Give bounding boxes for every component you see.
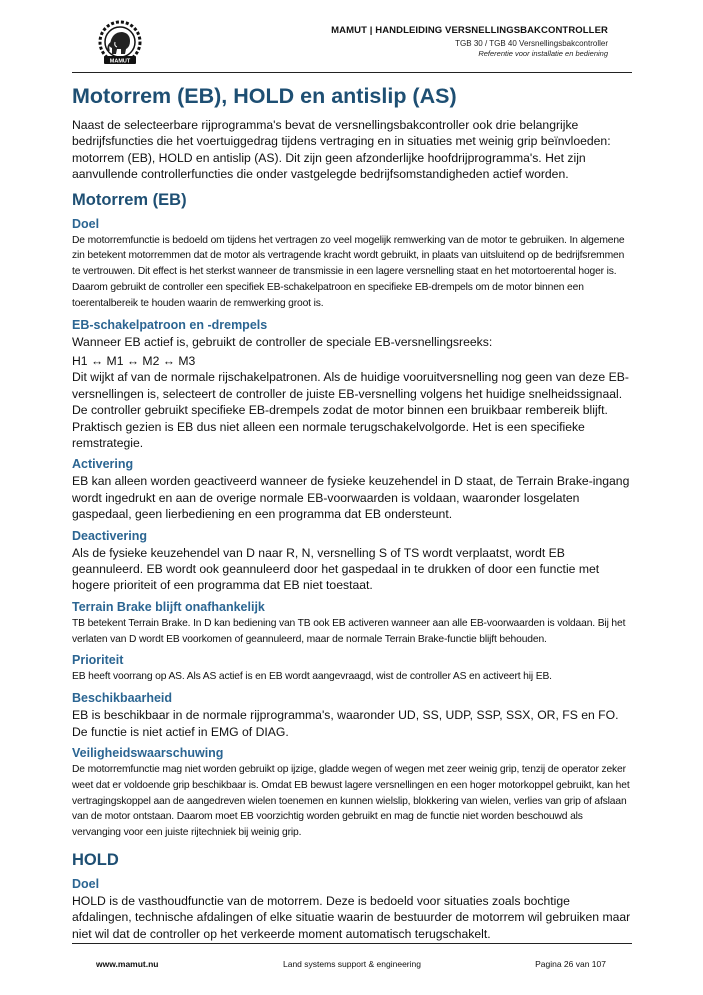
section-heading-hold: HOLD <box>72 851 119 870</box>
header-title: MAMUT | HANDLEIDING VERSNELLINGSBAKCONTROLLER <box>331 25 608 36</box>
eb-gear-sequence: H1 ↔ M1 ↔ M2 ↔ M3 <box>72 354 196 369</box>
header-divider <box>72 72 632 73</box>
eb-schakel-text-2: Dit wijkt af van de normale rijschakelpatronen. Als de huidige vooruitversnelling nog geen van deze EB-versnellingen is, selecteert de controller de juiste EB-versnelling volgens het huidige snelheidssignaal. De controller gebruikt specifieke EB-drempels zodat de motor binnen een bruikbaar rembereik blijft. Praktisch gezien is EB dus niet alleen een normale terugschakelvolgorde. Het is een specifieke remstrategie. <box>72 370 629 451</box>
footer-tagline: Land systems support & engineering <box>283 959 421 969</box>
page-header <box>72 14 632 72</box>
page-content <box>72 82 632 942</box>
mamut-logo-icon <box>94 18 146 68</box>
subheading-eb-activering: Activering <box>72 457 134 472</box>
subheading-eb-deactivering: Deactivering <box>72 528 148 543</box>
eb-deactivering-text: Als de fysieke keuzehendel van D naar R, N, versnelling S of TS wordt verplaatst, wordt EB geannuleerd. EB wordt ook geannuleerd door het gaspedaal in te drukken of door een functie met hogere prioriteit of een programma dat EB niet toestaat. <box>72 545 600 593</box>
eb-schakel-text-1: Wanneer EB actief is, gebruikt de controller de speciale EB-versnellingsreeks: <box>72 334 493 349</box>
intro-paragraph: Naast de selecteerbare rijprogramma's bevat de versnellingsbakcontroller ook drie belangrijke bedrijfsfuncties die het voertuiggedrag tijdens vertraging en in situaties met weinig grip beïnvloeden: motorrem (EB), HOLD en antislip (AS). Dit zijn geen afzonderlijke hoofdrijprogramma's. Het zijn aanvullende controllerfuncties die onder vastgelegde bedrijfsomstandigheden actief worden. <box>72 118 611 182</box>
header-subtitle: TGB 30 / TGB 40 Versnellingsbakcontroller <box>455 39 608 48</box>
section-heading-eb: Motorrem (EB) <box>72 190 187 209</box>
eb-activering-text: EB kan alleen worden geactiveerd wanneer de fysieke keuzehendel in D staat, de Terrain Brake-ingang wordt ingedrukt en aan de overige normale EB-voorwaarden is voldaan, waaronder losgelaten gaspedaal, geen lierbediening en een programma dat EB ondersteunt. <box>72 474 630 522</box>
subheading-eb-schakelpatroon: EB-schakelpatroon en -drempels <box>72 317 268 332</box>
beschikbaarheid-text: EB is beschikbaar in de normale rijprogramma's, waaronder UD, SS, UDP, SSP, SSX, OR, FS en FO. De functie is niet actief in EMG of DIAG. <box>72 708 619 739</box>
svg-text:MAMUT: MAMUT <box>109 58 131 65</box>
subheading-eb-doel: Doel <box>72 216 100 231</box>
hold-doel-text: HOLD is de vasthoudfunctie van de motorrem. Deze is bedoeld voor situaties zoals bochtige afdalingen, technische afdalingen of elke situatie waarin de bestuurder de motorrem wil gebruiken maar niet wil dat de controller op het verkeerde moment automatisch terugschakelt. <box>72 894 631 941</box>
subheading-hold-doel: Doel <box>72 877 100 892</box>
veiligheidswaarschuwing-text: De motorremfunctie mag niet worden gebruikt op ijzige, gladde wegen of wegen met zeer weinig grip, tenzij de operator zeker weet dat er voldoende grip beschikbaar is. Omdat EB bewust lagere versnellingen en een hoger motorkoppel gebruikt, kan het vertragingskoppel aan de aangedreven wielen toenemen en kunnen wielslip, blokkering van wielen, verlies van grip of afslaan van de motor ontstaan. Daarom moet EB voorzichtig worden gebruikt en mag de functie niet worden beschouwd als vervanging voor een juiste rijtechniek bij weinig grip. <box>72 764 630 839</box>
footer-divider <box>72 943 632 944</box>
prioriteit-text: EB heeft voorrang op AS. Als AS actief is en EB wordt aangevraagd, wist de controller AS en activeert hij EB. <box>72 671 552 683</box>
footer-website-link[interactable]: www.mamut.nu <box>96 959 159 969</box>
footer-page-number: Pagina 26 van 107 <box>535 959 606 969</box>
subheading-beschikbaarheid: Beschikbaarheid <box>72 691 173 706</box>
terrain-brake-text: TB betekent Terrain Brake. In D kan bediening van TB ook EB activeren wanneer aan alle EB-voorwaarden is voldaan. Bij het verlaten van D wordt EB voorkomen of geannuleerd, maar de normale Terrain Brake-functie blijft behouden. <box>72 617 626 645</box>
subheading-terrain-brake: Terrain Brake blijft onafhankelijk <box>72 599 265 614</box>
subheading-prioriteit: Prioriteit <box>72 653 124 668</box>
header-subtitle-italic: Referentie voor installatie en bediening <box>478 49 608 58</box>
eb-doel-text: De motorremfunctie is bedoeld om tijdens het vertragen zo veel mogelijk remwerking van de motor te gebruiken. In algemene zin betekent motorremmen dat de motor als vertragende kracht wordt gebruikt, in plaats van uitsluitend op de bedrijfsremmen te vertrouwen. Dit effect is het sterkst wanneer de transmissie in een lagere versnelling staat en het motortoerental hoger is. Daarom gebruikt de controller een specifiek EB-schakelpatroon en specifieke EB-drempels om de motor binnen een toerentalbereik te houden waarin de remwerking groot is. <box>72 234 625 309</box>
subheading-veiligheidswaarschuwing: Veiligheidswaarschuwing <box>72 746 224 761</box>
page-title: Motorrem (EB), HOLD en antislip (AS) <box>72 84 457 108</box>
